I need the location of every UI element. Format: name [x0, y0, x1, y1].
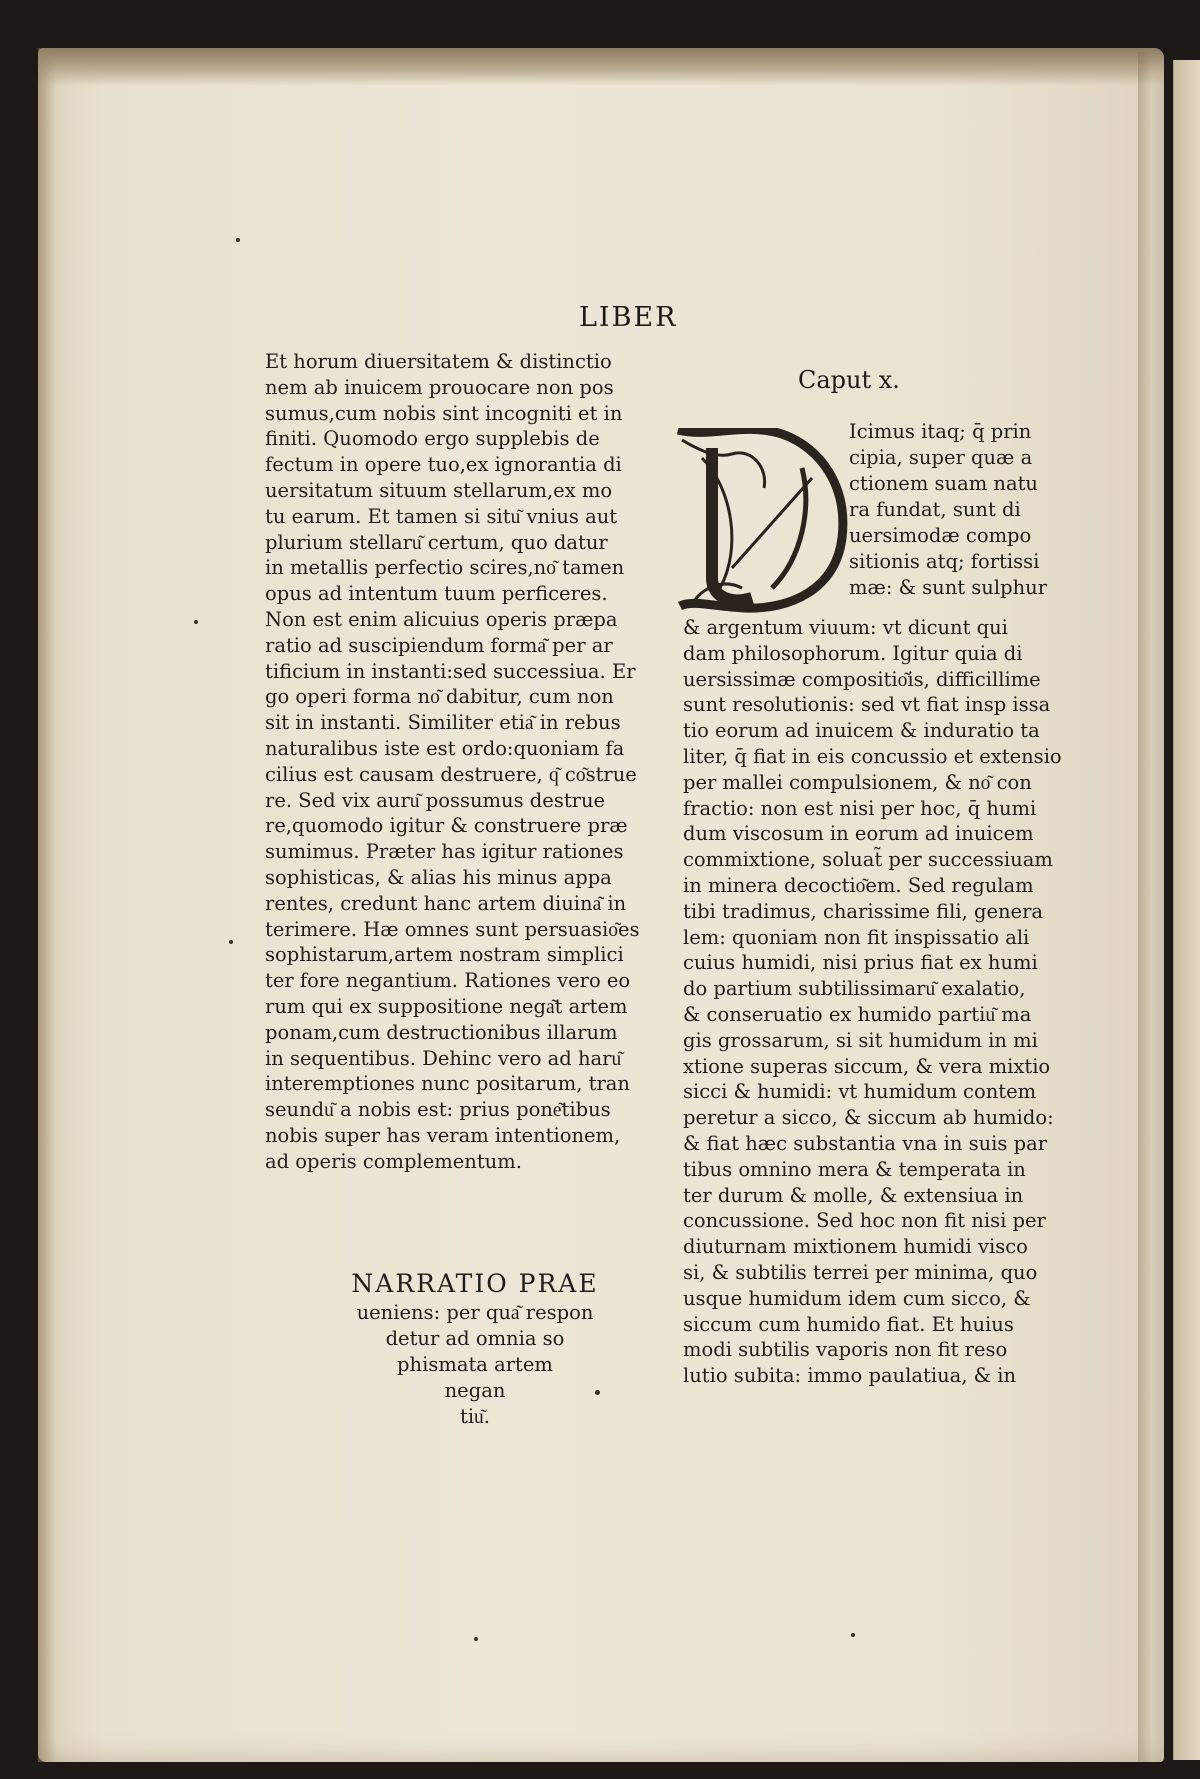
text-line: do partium subtilissimaru͂ exalatio, — [683, 977, 1026, 1001]
text-line: re,quomodo igitur & construere præ — [265, 814, 628, 838]
text-line: in minera decoctio͂em. Sed regulam — [683, 873, 1034, 897]
text-line: nem ab inuicem prouocare non pos — [265, 375, 614, 399]
text-line: cilius est causam destruere, q͂ co͂strue — [265, 762, 637, 786]
text-line: in sequentibus. Dehinc vero ad haru͂ — [265, 1046, 622, 1070]
text-line: finiti. Quomodo ergo supplebis de — [265, 427, 600, 451]
initial-lines — [849, 419, 1069, 601]
text-line: peretur a sicco, & siccum ab humido: — [683, 1106, 1054, 1130]
initial-text-line: cipia, super quæ a — [849, 446, 1033, 469]
text-line: ter durum & molle, & extensiua in — [683, 1183, 1024, 1207]
text-line: uersissimæ compositio͂is, difficillime — [683, 667, 1041, 691]
text-line: & argentum viuum: vt dicunt qui — [683, 616, 1008, 639]
text-line: cuius humidi, nisi prius fiat ex humi — [683, 951, 1038, 975]
facing-page-edge — [1173, 60, 1200, 1760]
text-line: concussione. Sed hoc non fit nisi per — [683, 1209, 1046, 1233]
text-line: per mallei compulsionem, & no͂ con — [683, 770, 1032, 794]
text-line: nobis super has veram intentionem, — [265, 1123, 621, 1147]
text-line: tibus omnino mera & temperata in — [683, 1157, 1026, 1181]
initial-text-line: ra fundat, sunt di — [849, 498, 1021, 521]
text-line: & fiat hæc substantia vna in suis par — [683, 1131, 1048, 1155]
text-line: tibi tradimus, charissime fili, genera — [683, 899, 1044, 923]
text-line: ponam,cum destructionibus illarum — [265, 1020, 618, 1044]
text-line: si, & subtilis terrei per minima, quo — [683, 1260, 1038, 1284]
initial-text-line: mæ: & sunt sulphur — [849, 576, 1048, 599]
text-line: go operi forma no͂ dabitur, cum non — [265, 685, 614, 709]
right-text-column — [683, 615, 1063, 1389]
text-line: sicci & humidi: vt humidum contem — [683, 1080, 1037, 1104]
initial-bowl — [772, 468, 806, 588]
paper-speck — [851, 1633, 855, 1637]
text-line: dum viscosum in eorum ad inuicem — [683, 822, 1034, 846]
running-head: LIBER — [579, 302, 678, 333]
text-line: liter, q̄ fiat in eis concussio et extensio — [683, 744, 1062, 768]
text-line: interemptiones nunc positarum, tran — [265, 1072, 630, 1096]
paper-speck — [194, 620, 198, 624]
text-line: usque humidum idem cum sicco, & — [683, 1286, 1031, 1310]
paper-speck — [229, 940, 233, 944]
text-line: commixtione, soluat̃ per successiuam — [683, 848, 1053, 872]
text-line: siccum cum humido fiat. Et huius — [683, 1312, 1014, 1336]
text-line: sophisticas, & alias his minus appa — [265, 865, 612, 889]
narratio-line: negan — [444, 1379, 506, 1402]
paper-speck — [236, 238, 240, 242]
text-line: sit in instanti. Similiter etia͂ in rebus — [265, 711, 621, 735]
text-line: opus ad intentum tuum perficeres. — [265, 582, 608, 606]
text-line: Et horum diuersitatem & distinctio — [265, 350, 612, 373]
paper-speck — [474, 1637, 478, 1641]
initial-diagonal — [732, 478, 812, 568]
text-line: tio eorum ad inuicem & induratio ta — [683, 719, 1040, 743]
page-left-edge — [38, 48, 56, 1762]
text-line: fractio: non est nisi per hoc, q̄ humi — [683, 796, 1037, 820]
initial-outer-stroke — [678, 429, 843, 608]
text-line: rentes, credunt hanc artem diuina͂ in — [265, 891, 627, 915]
narratio-line: detur ad omnia so — [385, 1327, 565, 1350]
text-line: naturalibus iste est ordo:quoniam fa — [265, 736, 625, 760]
narratio-line: tiu͂. — [459, 1405, 491, 1428]
text-line: sunt resolutionis: sed vt fiat insp issa — [683, 693, 1051, 717]
text-line: terimere. Hæ omnes sunt persuasio͂es — [265, 917, 640, 941]
text-line: rum qui ex suppositione nega͂t artem — [265, 994, 628, 1018]
left-text-column — [265, 349, 660, 1175]
text-line: sophistarum,artem nostram simplici — [265, 943, 624, 967]
text-line: fectum in opere tuo,ex ignorantia di — [265, 453, 622, 477]
narratio-line: ueniens: per qua͂ respon — [356, 1301, 594, 1324]
chapter-heading: Caput x. — [798, 366, 900, 394]
text-line: uersitatum situum stellarum,ex mo — [265, 478, 613, 502]
initial-text-line: ctionem suam natu — [849, 472, 1038, 495]
text-line: tu earum. Et tamen si situ͂ vnius aut — [265, 504, 618, 528]
text-line: seundu͂ a nobis est: prius pone͂tibus — [265, 1098, 611, 1122]
text-line: dam philosophorum. Igitur quia di — [683, 641, 1023, 665]
initial-text-line: uersimodæ compo — [849, 524, 1032, 547]
gutter-shadow — [1138, 52, 1152, 1762]
initial-scroll — [682, 440, 765, 488]
text-line: in metallis perfectio scires,no͂ tamen — [265, 556, 625, 580]
initial-text-line: Icimus itaq; q̄ prin — [849, 420, 1032, 443]
text-line: tificium in instanti:sed successiua. Er — [265, 659, 636, 683]
paper-speck — [595, 1390, 600, 1395]
text-line: sumimus. Præter has igitur rationes — [265, 840, 624, 864]
initial-text-line: sitionis atq; fortissi — [849, 550, 1040, 573]
text-line: modi subtilis vaporis non fit reso — [683, 1338, 1008, 1362]
text-line: lem: quoniam non fit inspissatio ali — [683, 925, 1030, 949]
narratio-lines — [300, 1300, 650, 1430]
text-line: ratio ad suscipiendum forma͂ per ar — [265, 633, 613, 657]
text-line: sumus,cum nobis sint incogniti et in — [265, 401, 623, 425]
text-line: Non est enim alicuius operis præpa — [265, 607, 618, 631]
decorated-initial-d — [672, 428, 850, 614]
text-line: lutio subita: immo paulatiua, & in — [683, 1364, 1017, 1388]
narratio-title: NARRATIO PRAE — [351, 1269, 599, 1298]
text-line: re. Sed vix auru͂ possumus destrue — [265, 788, 606, 812]
narratio-line: phismata artem — [397, 1353, 553, 1376]
page-top-edge — [38, 48, 1164, 86]
text-line: ad operis complementum. — [265, 1149, 522, 1173]
text-line: xtione superas siccum, & vera mixtio — [683, 1054, 1051, 1078]
text-line: ter fore negantium. Rationes vero eo — [265, 969, 631, 993]
narratio-section — [300, 1268, 650, 1430]
text-line: & conseruatio ex humido partiu͂ ma — [683, 1002, 1032, 1026]
text-line: gis grossarum, si sit humidum in mi — [683, 1028, 1038, 1052]
text-line: diuturnam mixtionem humidi visco — [683, 1235, 1028, 1259]
text-line: plurium stellaru͂ certum, quo datur — [265, 530, 608, 554]
